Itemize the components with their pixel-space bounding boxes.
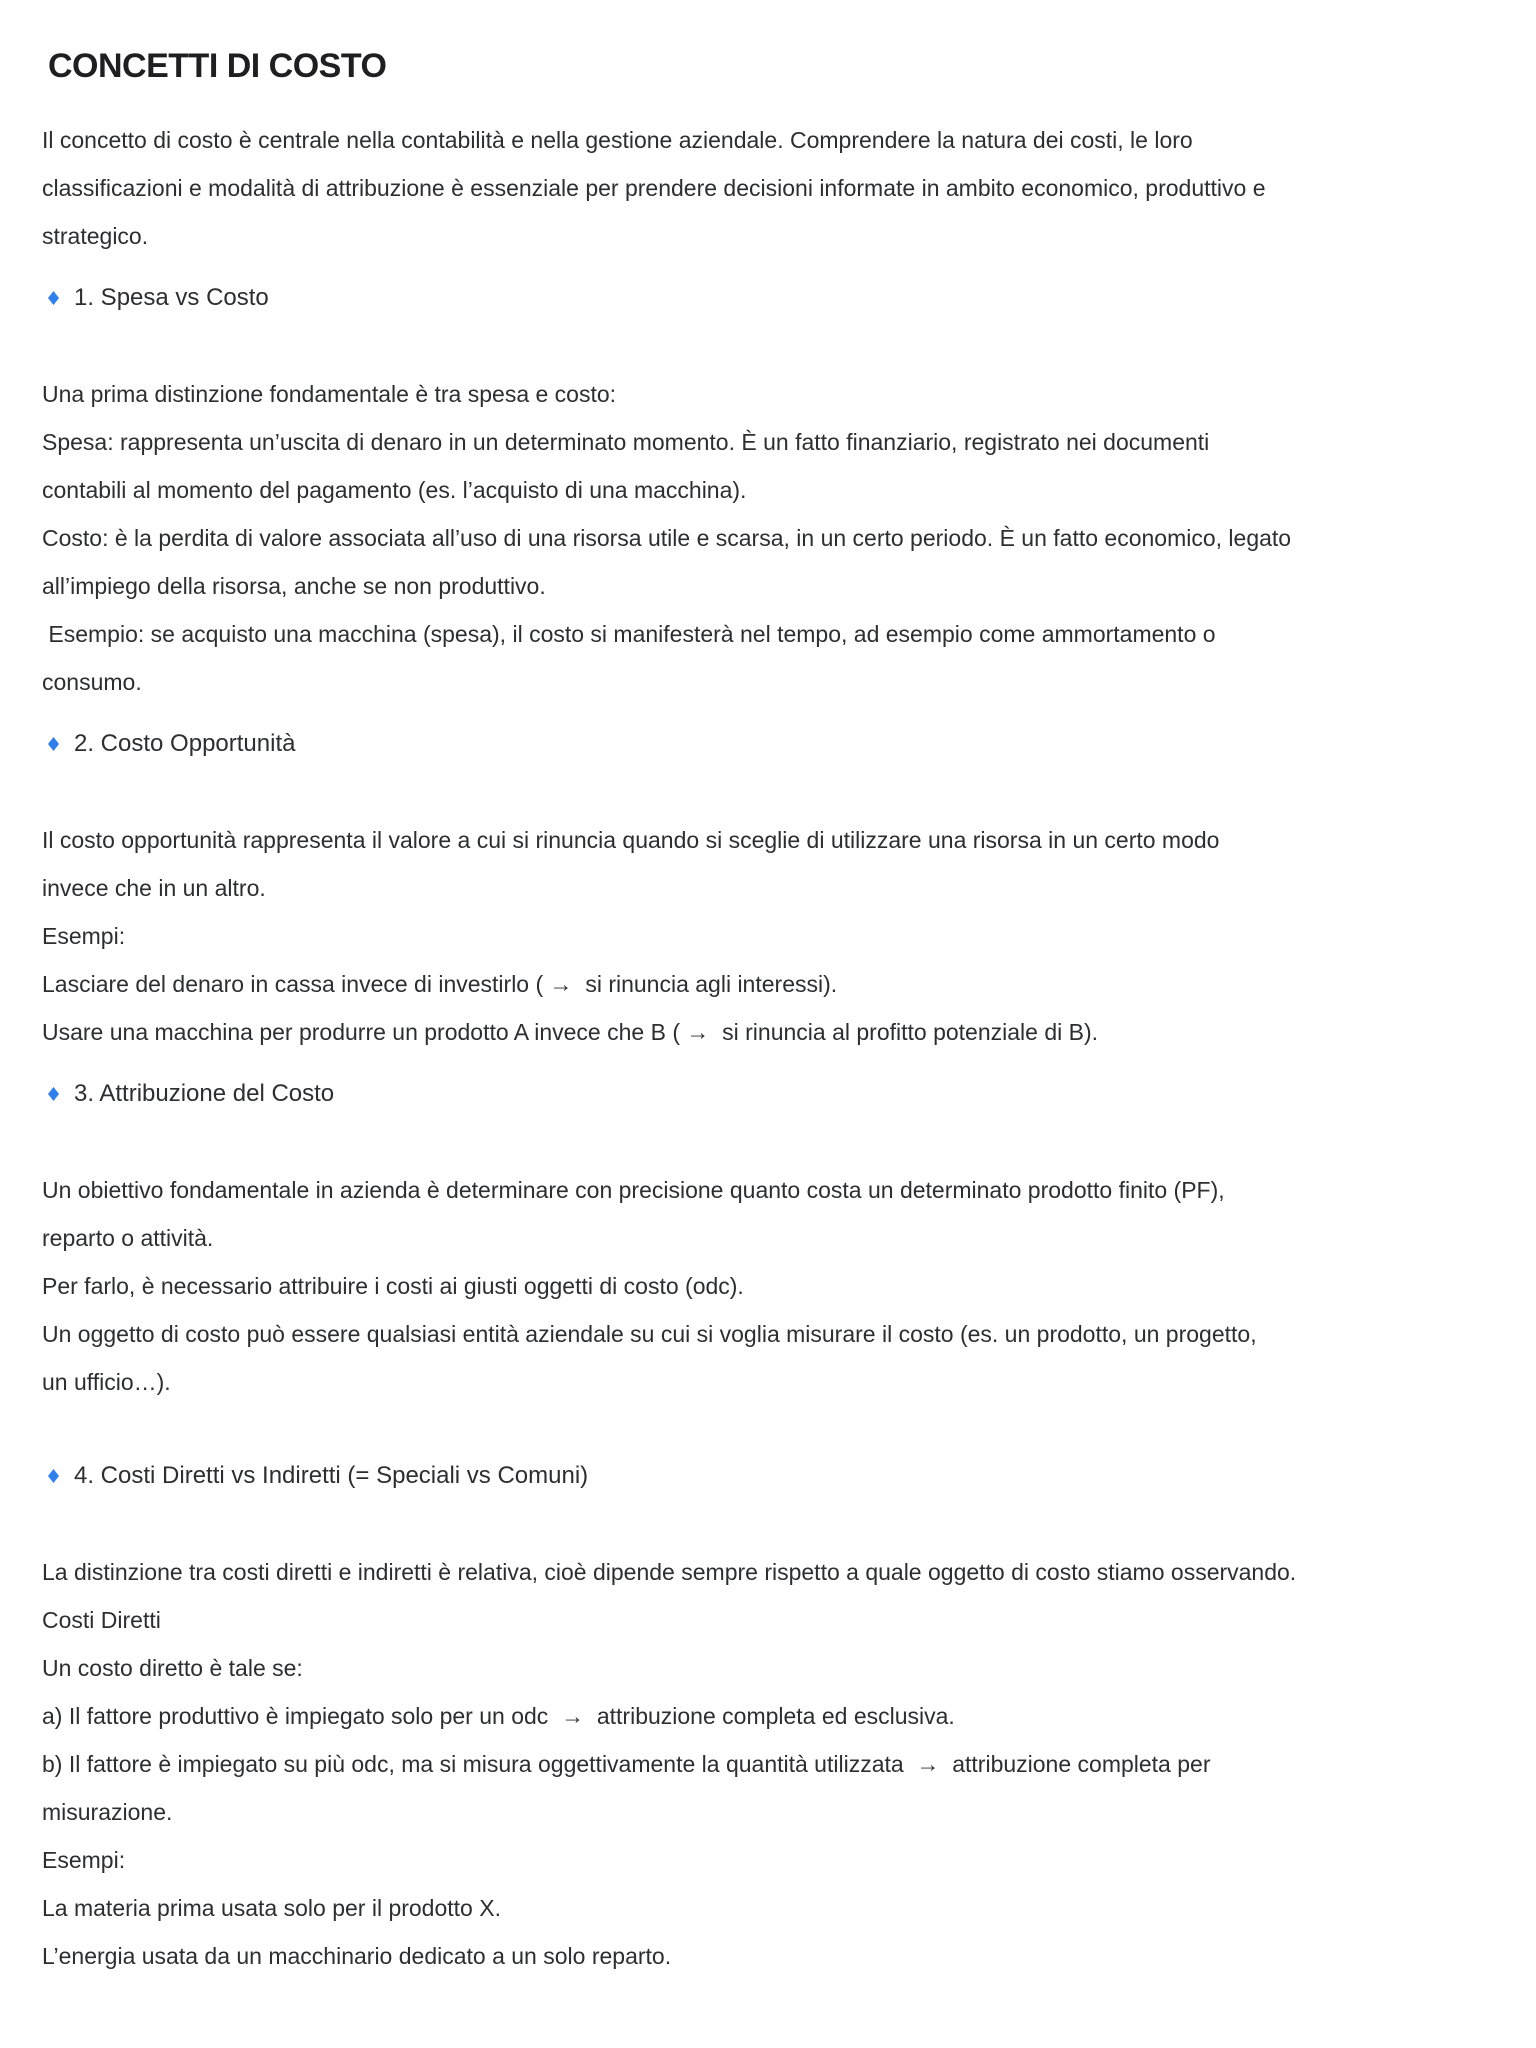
text-line: Un oggetto di costo può essere qualsiasi entità aziendale su cui si voglia misurare il costo (es. un prodotto, un progetto, <box>42 1321 1257 1347</box>
diamond-bullet-icon <box>48 1469 59 1483</box>
text-line: Un obiettivo fondamentale in azienda è determinare con precisione quanto costa un determinato prodotto finito (PF), <box>42 1177 1225 1203</box>
section-2-paragraph <box>42 816 1516 1056</box>
text-line: Usare una macchina per produrre un prodotto A invece che B ( → si rinuncia al profitto potenziale di B). <box>42 1019 1099 1045</box>
text-line: a) Il fattore produttivo è impiegato solo per un odc → attribuzione completa ed esclusiva. <box>42 1703 955 1729</box>
section-heading-2-label: 2. Costo Opportunità <box>74 730 296 757</box>
text-line: consumo. <box>42 669 142 695</box>
text-line: reparto o attività. <box>42 1225 214 1251</box>
text-line: Esempi: <box>42 923 126 949</box>
section-heading-4 <box>48 1452 1516 1500</box>
text-line: Esempi: <box>42 1847 126 1873</box>
text-line: Per farlo, è necessario attribuire i costi ai giusti oggetti di costo (odc). <box>42 1273 744 1299</box>
section-heading-3 <box>48 1070 1516 1118</box>
text-line: strategico. <box>42 223 149 249</box>
section-heading-3-label: 3. Attribuzione del Costo <box>74 1080 335 1107</box>
text-line: classificazioni e modalità di attribuzione è essenziale per prendere decisioni informate in ambito economico, produttivo e <box>42 175 1266 201</box>
diamond-bullet-icon <box>48 737 59 751</box>
section-heading-4-label: 4. Costi Diretti vs Indiretti (= Speciali vs Comuni) <box>74 1462 589 1489</box>
page-title: CONCETTI DI COSTO <box>48 47 387 85</box>
diamond-bullet-icon <box>48 1087 59 1101</box>
text-line: L’energia usata da un macchinario dedicato a un solo reparto. <box>42 1943 672 1969</box>
text-line: Un costo diretto è tale se: <box>42 1655 303 1681</box>
text-line: Lasciare del denaro in cassa invece di investirlo ( → si rinuncia agli interessi). <box>42 971 838 997</box>
text-line: b) Il fattore è impiegato su più odc, ma si misura oggettivamente la quantità utilizzata → attribuzione completa per <box>42 1751 1211 1777</box>
text-line: Costi Diretti <box>42 1607 161 1633</box>
text-line: Spesa: rappresenta un’uscita di denaro in un determinato momento. È un fatto finanziario, registrato nei documenti <box>42 429 1210 455</box>
text-line: Costo: è la perdita di valore associata all’uso di una risorsa utile e scarsa, in un certo periodo. È un fatto economico, legato <box>42 525 1292 551</box>
text-line: Il concetto di costo è centrale nella contabilità e nella gestione aziendale. Comprendere la natura dei costi, le loro <box>42 127 1193 153</box>
section-heading-1 <box>48 274 1516 322</box>
text-line: La materia prima usata solo per il prodotto X. <box>42 1895 501 1921</box>
section-heading-2 <box>48 720 1516 768</box>
text-line: un ufficio…). <box>42 1369 171 1395</box>
text-line: all’impiego della risorsa, anche se non produttivo. <box>42 573 546 599</box>
text-line: Esempio: se acquisto una macchina (spesa), il costo si manifesterà nel tempo, ad esempio come ammortamento o <box>42 621 1216 647</box>
text-line: Una prima distinzione fondamentale è tra spesa e costo: <box>42 381 617 407</box>
section-1-paragraph <box>42 370 1516 706</box>
text-line: contabili al momento del pagamento (es. l’acquisto di una macchina). <box>42 477 747 503</box>
text-line: misurazione. <box>42 1799 173 1825</box>
text-line: invece che in un altro. <box>42 875 266 901</box>
section-heading-1-label: 1. Spesa vs Costo <box>74 284 269 311</box>
section-4-paragraph <box>42 1548 1516 1980</box>
section-3-paragraph <box>42 1166 1516 1406</box>
diamond-bullet-icon <box>48 291 59 305</box>
text-line: Il costo opportunità rappresenta il valore a cui si rinuncia quando si sceglie di utilizzare una risorsa in un certo modo <box>42 827 1220 853</box>
text-line: La distinzione tra costi diretti e indiretti è relativa, cioè dipende sempre rispetto a quale oggetto di costo stiamo osservando. <box>42 1559 1297 1585</box>
intro-paragraph <box>42 116 1516 260</box>
